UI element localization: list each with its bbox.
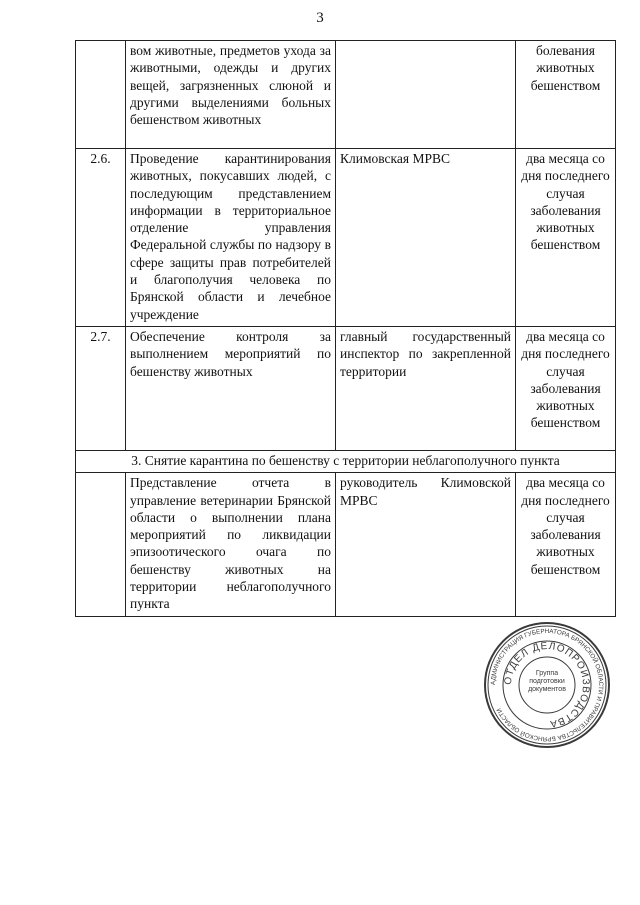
stamp-center-text: Группа подготовки документов xyxy=(528,670,566,693)
deadline-cell: два месяца со дня последнего случая заболевания животных бешенством xyxy=(516,326,616,450)
stamp-seal-icon xyxy=(482,620,612,750)
row-number: 2.6. xyxy=(76,149,126,327)
action-cell: вом животные, предметов ухода за животными, одежды и других вещей, загрязненных слюной и другими выделениями больных бешенством животных xyxy=(126,41,336,149)
row-number xyxy=(76,41,126,149)
deadline-cell: два месяца со дня последнего случая заболевания животных бешенством xyxy=(516,149,616,327)
plan-table xyxy=(75,40,616,617)
table-row xyxy=(76,149,616,327)
action-cell: Представление отчета в управление ветеринарии Брянской области о выполнении плана мероприятий по ликвидации эпизоотического очага по бешенству животных на территории неблагополучного пункта xyxy=(126,473,336,616)
table-row xyxy=(76,473,616,616)
stamp-dept-text: ОТДЕЛ ДЕЛОПРОИЗВОДСТВА xyxy=(502,640,592,730)
deadline-cell: болевания животных бешенством xyxy=(516,41,616,149)
responsible-cell: главный государственный инспектор по закрепленной территории xyxy=(336,326,516,450)
stamp-outer-text: АДМИНИСТРАЦИЯ ГУБЕРНАТОРА БРЯНСКОЙ ОБЛАСТИ И ПРАВИТЕЛЬСТВА БРЯНСКОЙ ОБЛАСТИ xyxy=(489,627,605,743)
action-cell: Обеспечение контроля за выполнением мероприятий по бешенству животных xyxy=(126,326,336,450)
official-stamp xyxy=(482,620,612,750)
row-number xyxy=(76,473,126,616)
section-title: 3. Снятие карантина по бешенству с территории неблагополучного пункта xyxy=(76,450,616,472)
page-number: 3 xyxy=(316,10,324,26)
responsible-cell: руководитель Климовской МРВС xyxy=(336,473,516,616)
row-number: 2.7. xyxy=(76,326,126,450)
action-cell: Проведение карантинирования животных, покусавших людей, с последующим представлением информации в территориальное отделение управления Федеральной службы по надзору в сфере защиты прав потребителей и благополучия человека по Брянской области и лечебное учреждение xyxy=(126,149,336,327)
deadline-cell: два месяца со дня последнего случая заболевания животных бешенством xyxy=(516,473,616,616)
table-row xyxy=(76,41,616,149)
table-row xyxy=(76,326,616,450)
responsible-cell xyxy=(336,41,516,149)
section-header-row xyxy=(76,450,616,472)
responsible-cell: Климовская МРВС xyxy=(336,149,516,327)
